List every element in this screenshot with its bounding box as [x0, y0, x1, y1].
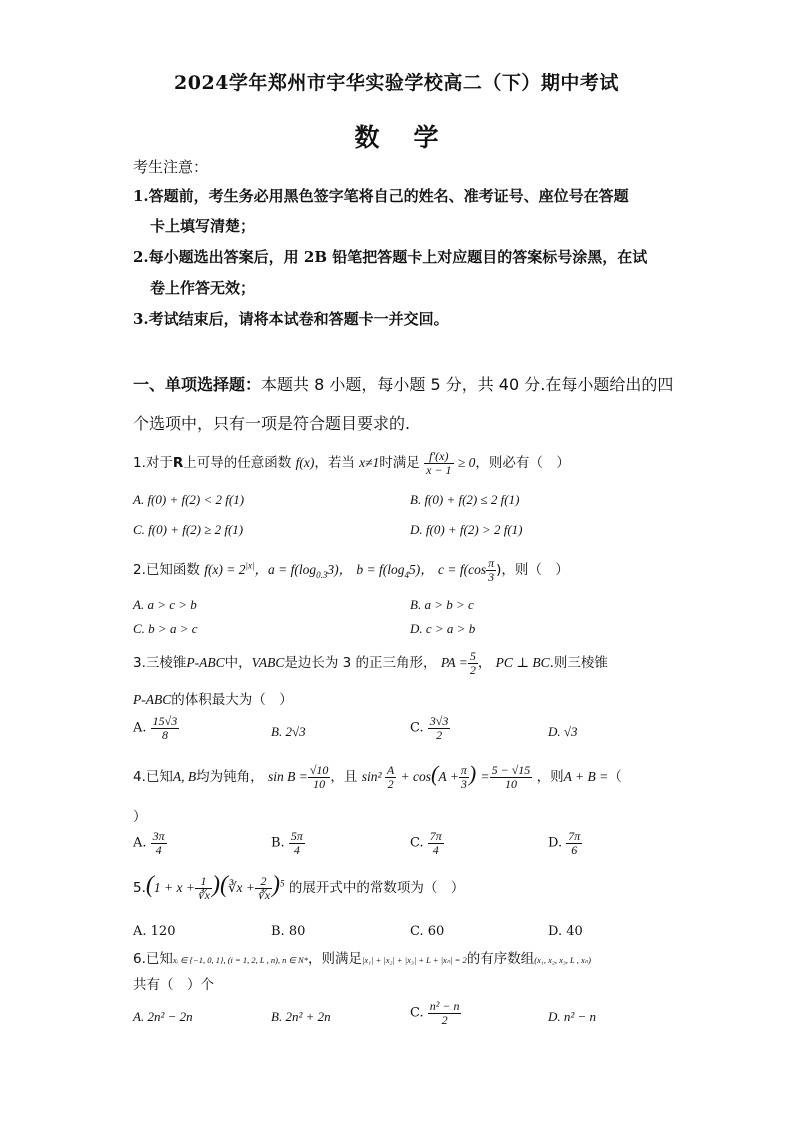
q5-number: 5.	[133, 880, 146, 896]
q4-d-num: 7π	[568, 829, 581, 843]
q4-cos: + cos	[400, 769, 432, 784]
q4-option-d	[548, 830, 582, 856]
q5-f1-num: 1	[195, 875, 212, 889]
q5-option-d: D. 40	[548, 924, 583, 939]
q4-text: 均为钝角，	[196, 769, 264, 785]
q4-b-den: 4	[293, 842, 300, 857]
q2-a-base: 0.3	[316, 569, 328, 580]
q1-condition: x≠1	[359, 455, 380, 471]
question-3-stem-cont	[133, 688, 293, 708]
q1-text: ，则必有（ ）	[475, 455, 570, 472]
q4-rhs-fraction	[490, 764, 533, 790]
q6-option-d: D. n² − n	[548, 1009, 597, 1024]
section-1-label: 一、单项选择题：	[133, 375, 262, 394]
question-2-stem	[133, 557, 569, 583]
section-1-intro	[133, 372, 673, 395]
section-1-desc-1: 本题共 8 小题，每小题 5 分，共 40 分.在每小题给出的四	[261, 375, 674, 394]
q2-a: ，a = f(log	[254, 562, 317, 578]
q1-option-c: C. f(0) + f(2) ≥ 2 f(1)	[133, 522, 244, 537]
q2-c-num: π	[488, 556, 495, 570]
q6-c-den: 2	[441, 1012, 448, 1027]
q3-c-label: C.	[410, 720, 424, 736]
q3-pyramid: P-ABC	[133, 692, 172, 707]
q5-option-c: C. 60	[410, 924, 445, 939]
q5-factor-1: 1 + x +	[153, 880, 195, 895]
q1-inequality: ≥ 0	[457, 455, 476, 471]
q2-option-c: C. b > a > c	[133, 621, 198, 636]
q1-text: ，若当	[314, 455, 355, 472]
notice-heading: 考生注意：	[133, 158, 209, 176]
notice-item-2-cont: 卷上作答无效；	[150, 279, 256, 297]
q2-option-a: A. a > c > b	[133, 597, 197, 612]
q1-text: 1.对于	[133, 455, 173, 472]
q5-exponent: 5	[280, 878, 285, 889]
q4-c-fraction	[428, 830, 444, 856]
q3-text: ，	[477, 655, 492, 672]
q3-text: 中，	[224, 655, 252, 672]
q6-c-num: n² − n	[429, 999, 460, 1013]
q4-half-num: A	[386, 762, 395, 777]
q1-frac-num: f′(x)	[424, 450, 453, 464]
q3-option-a	[133, 715, 179, 741]
q4-sinb-fraction	[308, 764, 331, 790]
q4-c-den: 4	[432, 842, 439, 857]
q4-b-num: 5π	[290, 829, 303, 843]
q3-c-fraction	[428, 715, 451, 741]
q4-a-den: 4	[155, 842, 162, 857]
q1-set-r: R	[172, 455, 184, 472]
q2-c-den: 3	[488, 569, 495, 584]
q4-cos-arg: A +	[438, 769, 459, 784]
q4-text: ，且	[330, 769, 358, 785]
q6-c-label: C.	[410, 1005, 424, 1021]
q6-text: 的有序数组	[466, 951, 535, 967]
q6-option-c	[410, 1000, 461, 1026]
q2-c-end: )，则（ ）	[496, 562, 569, 579]
q3-text: 是边长为 3 的正三角形，	[284, 655, 437, 672]
q4-c-num: 7π	[429, 829, 442, 843]
q3-option-c	[410, 715, 450, 741]
q4-sinb-den: 10	[313, 776, 326, 791]
q1-fraction	[424, 450, 453, 476]
notice-item-3: 3.考试结束后，请将本试卷和答题卡一并交回。	[133, 310, 449, 328]
notice-item-2: 2.每小题选出答案后，用 2B 铅笔把答题卡上对应题目的答案标号涂黑，在试	[133, 248, 648, 266]
q3-c-num: 3√3	[429, 714, 449, 728]
q4-option-a	[133, 830, 167, 856]
q4-a-num: 3π	[152, 829, 165, 843]
q1-frac-den: x − 1	[426, 462, 452, 477]
q3-pa: PA =	[440, 655, 468, 671]
q3-c-den: 2	[436, 727, 443, 742]
q2-text: 2.已知函数	[133, 562, 200, 579]
q3-a-label: A.	[133, 720, 147, 736]
q3-pa-fraction	[468, 650, 478, 676]
exam-title: 2024学年郑州市宇华实验学校高二（下）期中考试	[174, 72, 619, 94]
q1-text: 时满足	[379, 455, 420, 472]
q5-f2-den: ∛x	[257, 887, 271, 902]
q4-a-fraction	[151, 830, 167, 856]
q2-exponent: |x|	[245, 560, 255, 571]
q4-text: （	[608, 769, 622, 785]
q4-rhs-den: 10	[504, 776, 517, 791]
q1-option-b: B. f(0) + f(2) ≤ 2 f(1)	[410, 492, 520, 507]
q3-a-num: 15√3	[152, 714, 178, 728]
q5-text: 的展开式中的常数项为（ ）	[288, 880, 465, 896]
q4-b-label: B.	[271, 835, 285, 851]
q4-pi3-num: π	[460, 762, 467, 777]
q4-d-den: 6	[571, 842, 578, 857]
q2-c: c = f(cos	[438, 562, 487, 578]
q4-close-paren: ）	[133, 809, 147, 825]
q5-f1-den: ∛x	[196, 887, 210, 902]
q3-a-den: 8	[161, 727, 168, 742]
q4-half-fraction	[385, 764, 396, 790]
subject-title: 数学	[354, 123, 473, 152]
q5-f2-fraction	[255, 875, 272, 901]
q6-option-a: A. 2n² − 2n	[133, 1009, 193, 1024]
q3-pa-num: 5	[469, 649, 476, 663]
q6-condition: xᵢ ∈ {−1, 0, 1}, (i = 1, 2, L , n), n ∈ N*	[172, 955, 308, 965]
q4-sin2: sin²	[361, 769, 385, 784]
q6-c-fraction	[428, 1000, 462, 1026]
q2-c-fraction	[486, 557, 496, 583]
q1-option-a: A. f(0) + f(2) < 2 f(1)	[133, 492, 245, 507]
q4-sum: A + B =	[563, 769, 609, 784]
q2-b: b = f(log	[356, 562, 405, 578]
question-3-stem	[133, 650, 608, 676]
question-1-stem	[133, 450, 570, 476]
question-6-stem	[133, 947, 591, 967]
q2-a-end: 3)，	[327, 562, 353, 578]
q3-triangle: VABC	[251, 655, 285, 671]
q3-text: 的体积最大为（ ）	[171, 692, 293, 708]
q3-option-d: D. √3	[548, 724, 578, 739]
q3-text: .则三棱锥	[549, 655, 608, 672]
question-4-stem: 4.已知A, B均为钝角， sin B = $\frac{√10}{10}$ ，且 sin² $\frac{A}{2}$ + cos(A + $\frac{\pi}{3}$ ) = $\frac{5 - √15}{10}$ ，则A + B =（	[133, 761, 622, 791]
q5-f1-fraction	[195, 875, 212, 901]
q4-sinb-num: √10	[309, 762, 329, 777]
q4-equals: =	[480, 769, 490, 784]
q1-option-d: D. f(0) + f(2) > 2 f(1)	[410, 522, 523, 537]
q6-text: 6.已知	[133, 951, 173, 967]
section-1-desc-2: 个选项中，只有一项是符合题目要求的.	[133, 414, 411, 433]
q4-angles: A, B	[172, 769, 197, 784]
q3-text: 3.三棱锥	[133, 655, 187, 672]
q5-option-b: B. 80	[271, 924, 306, 939]
q2-function: f(x) = 2	[204, 562, 246, 578]
question-5-stem: 5.(1 + x + $\frac{1}{∛x}$ )(∛x + $\frac{2}{∛x}$ )$^5$ 的展开式中的常数项为（ ）	[133, 872, 465, 902]
q1-function: f(x)	[295, 455, 315, 471]
q4-option-c	[410, 830, 444, 856]
q4-text: 4.已知	[133, 769, 173, 785]
q4-pi3-den: 3	[460, 776, 467, 791]
q3-pyramid: P-ABC	[186, 655, 225, 671]
q6-option-b: B. 2n² + 2n	[271, 1009, 331, 1024]
q4-d-label: D.	[548, 835, 563, 851]
q3-pa-den: 2	[469, 662, 476, 677]
q2-b-end: 5)，	[409, 562, 434, 578]
q6-equation: |x₁| + |x₂| + |x₃| + L + |xₙ| = 2	[361, 955, 467, 965]
q5-factor-2: ∛x +	[227, 880, 256, 895]
q1-text: 上可导的任意函数	[183, 455, 292, 472]
q2-option-d: D. c > a > b	[410, 621, 476, 636]
q4-half-den: 2	[387, 776, 394, 791]
question-6-stem-cont: 共有（ ）个	[133, 977, 214, 993]
q6-tuple: (x₁, x₂, x₃, L , xₙ)	[534, 955, 591, 965]
q6-text: ，则满足	[307, 951, 362, 967]
q4-rhs-num: 5 − √15	[491, 762, 531, 777]
q4-d-fraction	[566, 830, 582, 856]
q3-a-fraction	[151, 715, 180, 741]
q3-perp: PC ⊥ BC	[495, 655, 550, 671]
q5-option-a: A. 120	[133, 924, 176, 939]
q4-pi3-fraction	[459, 764, 469, 790]
q4-sinb: sin B =	[267, 769, 308, 784]
q5-f2-num: 2	[255, 875, 272, 889]
q2-option-b: B. a > b > c	[410, 597, 474, 612]
notice-item-1-cont: 卡上填写清楚；	[150, 217, 256, 235]
notice-item-1: 1.答题前，考生务必用黑色签字笔将自己的姓名、准考证号、座位号在答题	[133, 187, 629, 205]
q4-c-label: C.	[410, 835, 424, 851]
q4-b-fraction	[289, 830, 305, 856]
q4-a-label: A.	[133, 835, 147, 851]
q4-option-b	[271, 830, 305, 856]
q3-option-b: B. 2√3	[271, 724, 306, 739]
q4-text: ，则	[536, 769, 564, 785]
q2-b-base: 4	[404, 569, 409, 580]
